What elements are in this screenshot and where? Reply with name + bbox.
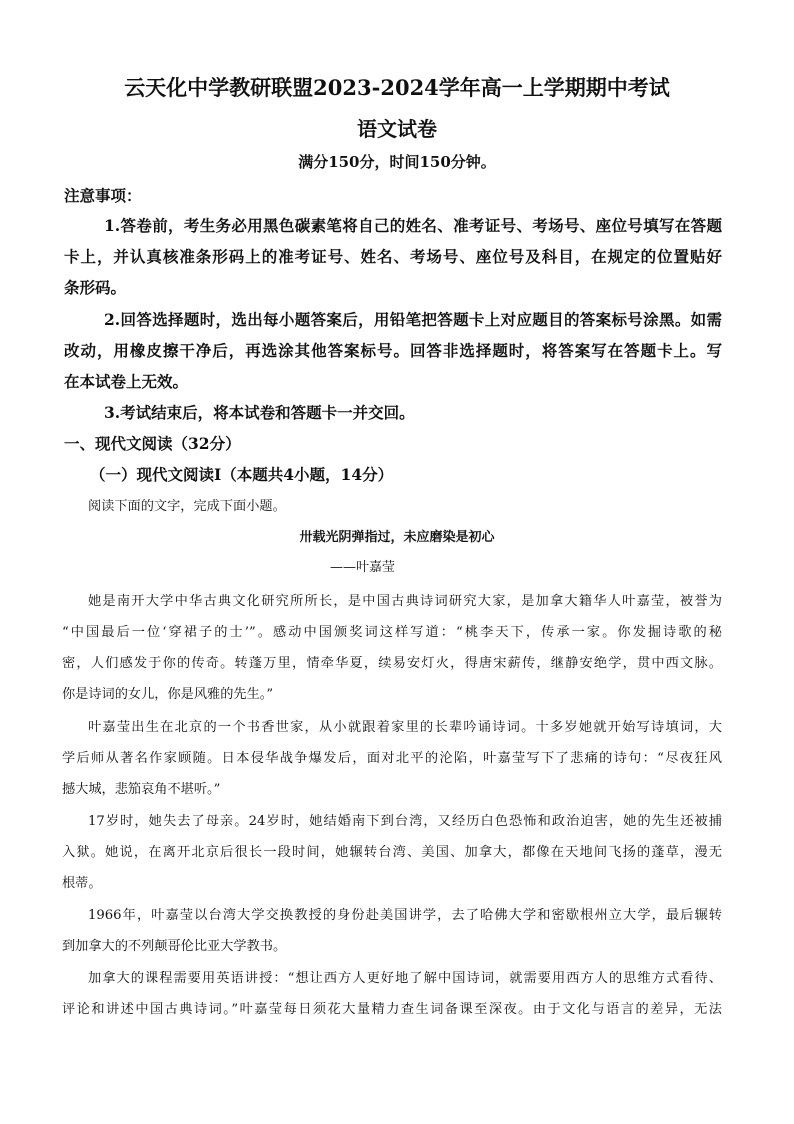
article-p5-line-1: 加拿大的课程需要用英语讲授：“想让西方人更好地了解中国诗词，就需要用西方人的思维方式看待、	[88, 971, 722, 986]
notes-item-2-line-2: 改动，用橡皮擦干净后，再选涂其他答案标号。回答非选择题时，将答案写在答题卡上。写	[64, 341, 722, 360]
article-author: ——叶嘉莹	[330, 560, 396, 575]
notes-item-1-line-1: 1.答卷前，考生务必用黑色碳素笔将自己的姓名、准考证号、考场号、座位号填写在答题	[104, 216, 722, 235]
article-p5-line-2: 评论和讲述中国古典诗词。”叶嘉莹每日须花大量精力查生词备课至深夜。由于文化与语言的差异，无法	[62, 1002, 722, 1017]
article-p4-line-1: 1966年，叶嘉莹以台湾大学交换教授的身份赴美国讲学，去了哈佛大学和密歇根州立大学，最后辗转	[88, 908, 722, 923]
exam-title: 云天化中学教研联盟2023-2024学年高一上学期期中考试	[124, 75, 670, 100]
article-p3-line-3: 根蒂。	[62, 876, 102, 891]
article-p1-line-2: “中国最后一位‘穿裙子的士’”。感动中国颁奖词这样写道：“桃李天下，传承一家。你发掘诗歌的秘	[62, 625, 722, 640]
notes-item-2-line-3: 在本试卷上无效。	[64, 372, 189, 391]
article-p1-line-3: 密，人们感发于你的传奇。转蓬万里，情牵华夏，续易安灯火，得唐宋薪传，继静安绝学，贯中西文脉。	[62, 656, 722, 671]
article-p3-line-2: 入狱。她说，在离开北京后很长一段时间，她辗转台湾、美国、加拿大，都像在天地间飞扬的蓬草，漫无	[62, 845, 722, 860]
notes-item-3: 3.考试结束后，将本试卷和答题卡一并交回。	[104, 403, 415, 422]
article-p4-line-2: 到加拿大的不列颠哥伦比亚大学教书。	[62, 939, 287, 954]
article-p2-line-3: 撼大城，悲笳哀角不堪听。”	[62, 782, 221, 797]
article-p2-line-2: 学后师从著名作家顾随。日本侵华战争爆发后，面对北平的沦陷，叶嘉莹写下了悲痛的诗句：“尽夜狂风	[62, 751, 722, 766]
exam-subtitle: 语文试卷	[357, 117, 437, 141]
section-1-heading: 一、现代文阅读（32分）	[64, 434, 241, 453]
reading-instruction: 阅读下面的文字，完成下面小题。	[88, 499, 286, 514]
notes-item-2-line-1: 2.回答选择题时，选出每小题答案后，用铅笔把答题卡上对应题目的答案标号涂黑。如需	[104, 310, 722, 329]
notes-heading: 注意事项：	[64, 186, 142, 205]
article-title: 卅载光阴弹指过，未应磨染是初心	[299, 530, 495, 545]
score-time-line: 满分150分，时间150分钟。	[298, 153, 496, 171]
article-p3-line-1: 17岁时，她失去了母亲。24岁时，她结婚南下到台湾，又经历白色恐怖和政治迫害，她的先生还被捕	[88, 814, 722, 829]
article-p2-line-1: 叶嘉莹出生在北京的一个书香世家，从小就跟着家里的长辈吟诵诗词。十多岁她就开始写诗填词，大	[88, 720, 722, 735]
article-p1-line-1: 她是南开大学中华古典文化研究所所长，是中国古典诗词研究大家，是加拿大籍华人叶嘉莹，被誉为	[88, 594, 722, 609]
section-1-sub-heading: （一）现代文阅读Ⅰ（本题共4小题，14分）	[90, 465, 394, 484]
notes-item-1-line-2: 卡上，并认真核准条形码上的准考证号、姓名、考场号、座位号及科目，在规定的位置贴好	[64, 247, 722, 266]
article-p1-line-4: 你是诗词的女儿，你是风雅的先生。”	[62, 687, 274, 702]
notes-item-1-line-3: 条形码。	[64, 278, 127, 297]
